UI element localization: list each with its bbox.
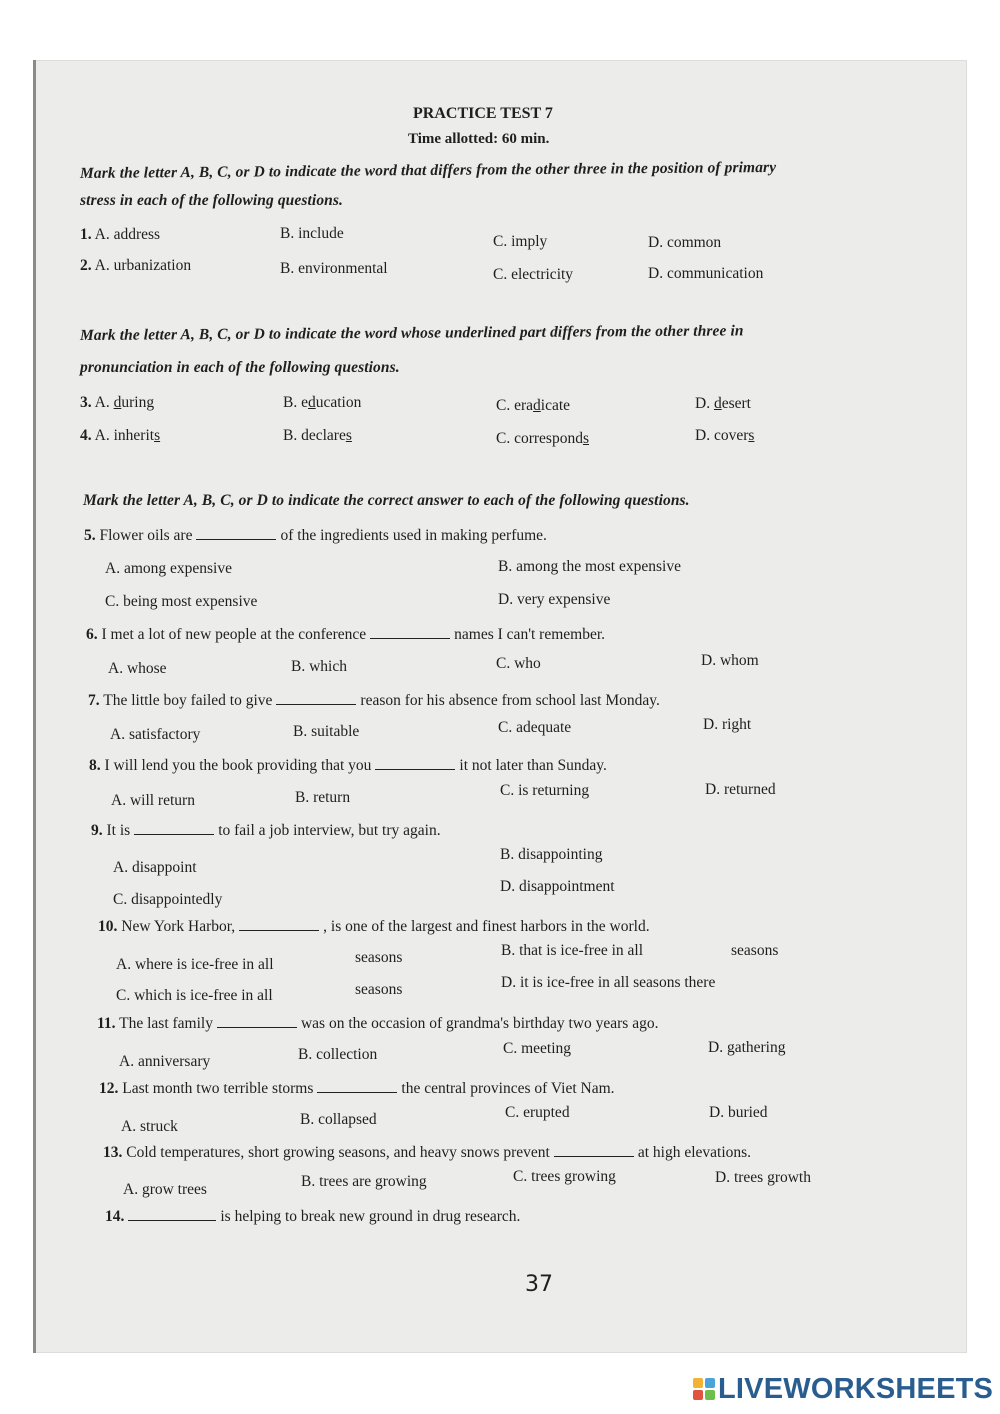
question-10: 10. New York Harbor, , is one of the largest and finest harbors in the world. bbox=[98, 918, 650, 935]
question-5: 5. Flower oils are of the ingredients used in making perfume. bbox=[84, 527, 547, 544]
answer-blank[interactable] bbox=[276, 692, 356, 705]
q2-option-c: C. electricity bbox=[493, 266, 574, 283]
q7-option-c: C. adequate bbox=[498, 719, 572, 736]
q8-option-b: B. return bbox=[295, 789, 351, 806]
q1-option-b: B. include bbox=[280, 225, 344, 242]
section3-instruction: Mark the letter A, B, C, or D to indicate the correct answer to each of the following questions. bbox=[83, 492, 690, 509]
q7-option-b: B. suitable bbox=[293, 723, 360, 740]
question-13: 13. Cold temperatures, short growing seasons, and heavy snows prevent at high elevations. bbox=[103, 1144, 752, 1161]
q9-option-d: D. disappointment bbox=[500, 878, 615, 895]
q13-option-c: C. trees growing bbox=[513, 1168, 616, 1185]
liveworksheets-logo bbox=[693, 1372, 993, 1406]
q10-option-d: D. it is ice-free in all seasons there bbox=[501, 974, 716, 991]
time-allotted: Time allotted: 60 min. bbox=[408, 131, 550, 147]
question-3: 3. A. during bbox=[80, 394, 155, 411]
q8-option-a: A. will return bbox=[111, 792, 195, 809]
q12-option-c: C. erupted bbox=[505, 1104, 570, 1121]
q5-option-b: B. among the most expensive bbox=[498, 558, 681, 575]
q12-option-d: D. buried bbox=[709, 1104, 768, 1121]
question-8: 8. I will lend you the book providing that you it not later than Sunday. bbox=[89, 757, 607, 774]
q11-option-d: D. gathering bbox=[708, 1039, 786, 1056]
q9-option-a: A. disappoint bbox=[113, 859, 197, 876]
q10-option-c-continued: seasons bbox=[355, 981, 403, 998]
q11-option-a: A. anniversary bbox=[119, 1053, 211, 1070]
q9-option-b: B. disappointing bbox=[500, 846, 603, 863]
q4-option-b: B. declares bbox=[283, 427, 352, 444]
q12-option-a: A. struck bbox=[121, 1118, 178, 1135]
answer-blank[interactable] bbox=[239, 918, 319, 931]
question-12: 12. Last month two terrible storms the central provinces of Viet Nam. bbox=[99, 1080, 615, 1097]
question-7: 7. The little boy failed to give reason for his absence from school last Monday. bbox=[88, 692, 660, 709]
liveworksheets-logo-icon bbox=[693, 1378, 715, 1400]
answer-blank[interactable] bbox=[370, 626, 450, 639]
q10-option-a-continued: seasons bbox=[355, 949, 403, 966]
q6-option-c: C. who bbox=[496, 655, 541, 672]
q2-option-d: D. communication bbox=[648, 265, 764, 282]
q2-option-b: B. environmental bbox=[280, 260, 388, 277]
answer-blank[interactable] bbox=[375, 757, 455, 770]
q7-option-a: A. satisfactory bbox=[110, 726, 201, 743]
q13-option-a: A. grow trees bbox=[123, 1181, 207, 1198]
q13-option-b: B. trees are growing bbox=[301, 1173, 427, 1190]
q6-option-a: A. whose bbox=[108, 660, 167, 677]
q10-option-a: A. where is ice-free in all bbox=[116, 956, 274, 973]
q12-option-b: B. collapsed bbox=[300, 1111, 377, 1128]
q10-option-b: B. that is ice-free in all bbox=[501, 942, 644, 959]
q4-option-d: D. covers bbox=[695, 427, 755, 444]
q1-option-c: C. imply bbox=[493, 233, 548, 250]
section1-instruction-line2: stress in each of the following questions. bbox=[80, 192, 343, 209]
q10-option-c: C. which is ice-free in all bbox=[116, 987, 273, 1004]
answer-blank[interactable] bbox=[128, 1208, 216, 1221]
q7-option-d: D. right bbox=[703, 716, 752, 733]
q6-option-b: B. which bbox=[291, 658, 347, 675]
section1-instruction-line1: Mark the letter A, B, C, or D to indicate the word that differs from the other three in the position of primary bbox=[79, 158, 777, 182]
q4-option-c: C. corresponds bbox=[496, 430, 589, 447]
q3-option-c: C. eradicate bbox=[496, 397, 571, 414]
q8-option-c: C. is returning bbox=[500, 782, 590, 799]
q10-option-b-continued: seasons bbox=[731, 942, 779, 959]
q9-option-c: C. disappointedly bbox=[113, 891, 223, 908]
q6-option-d: D. whom bbox=[701, 652, 759, 669]
q11-option-b: B. collection bbox=[298, 1046, 378, 1063]
question-6: 6. I met a lot of new people at the conference names I can't remember. bbox=[86, 626, 606, 643]
page-title: PRACTICE TEST 7 bbox=[413, 105, 553, 122]
question-4: 4. A. inherits bbox=[80, 427, 161, 444]
question-11: 11. The last family was on the occasion of grandma's birthday two years ago. bbox=[97, 1015, 659, 1032]
q13-option-d: D. trees growth bbox=[715, 1169, 811, 1186]
q5-option-a: A. among expensive bbox=[105, 560, 232, 577]
question-9: 9. It is to fail a job interview, but try again. bbox=[91, 822, 441, 839]
page-number: 37 bbox=[525, 1272, 553, 1297]
q1-option-d: D. common bbox=[648, 234, 722, 251]
brand-name: LIVEWORKSHEETS bbox=[718, 1372, 994, 1405]
q5-option-c: C. being most expensive bbox=[105, 593, 258, 610]
question-1: 1. A. address bbox=[80, 226, 161, 243]
section2-instruction-line2: pronunciation in each of the following questions. bbox=[80, 359, 400, 376]
answer-blank[interactable] bbox=[217, 1015, 297, 1028]
question-2: 2. A. urbanization bbox=[80, 257, 192, 274]
answer-blank[interactable] bbox=[134, 822, 214, 835]
question-14: 14. is helping to break new ground in drug research. bbox=[105, 1208, 521, 1225]
q11-option-c: C. meeting bbox=[503, 1040, 572, 1057]
q5-option-d: D. very expensive bbox=[498, 591, 611, 608]
q3-option-b: B. education bbox=[283, 394, 362, 411]
worksheet-page bbox=[33, 60, 967, 1353]
section2-instruction-line1: Mark the letter A, B, C, or D to indicate the word whose underlined part differs from the other three in bbox=[79, 322, 744, 344]
q8-option-d: D. returned bbox=[705, 781, 776, 798]
q3-option-d: D. desert bbox=[695, 395, 751, 412]
answer-blank[interactable] bbox=[317, 1080, 397, 1093]
answer-blank[interactable] bbox=[196, 527, 276, 540]
page-binding-edge bbox=[33, 60, 36, 1353]
answer-blank[interactable] bbox=[554, 1144, 634, 1157]
